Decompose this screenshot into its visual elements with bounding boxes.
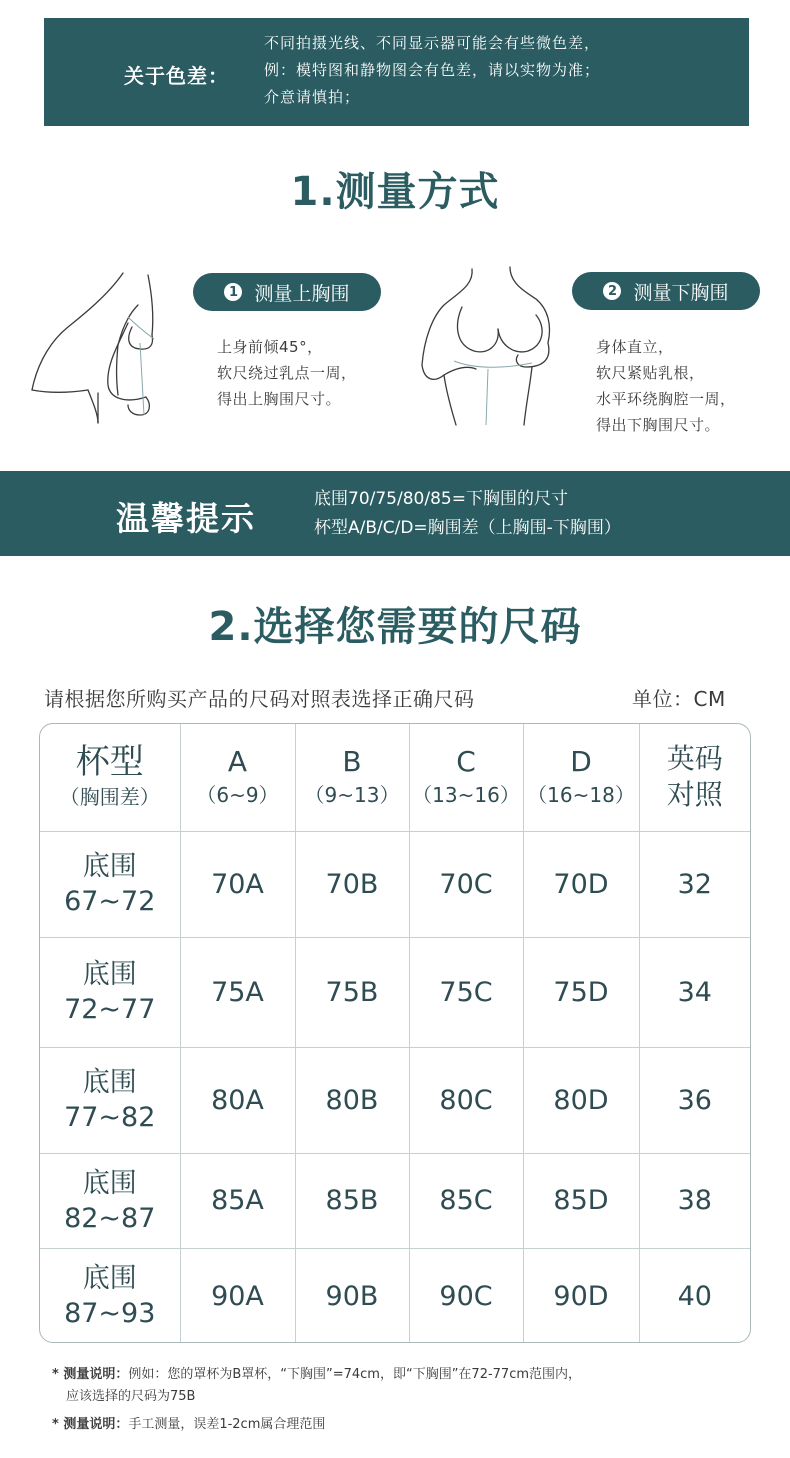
notice-line: 例：模特图和静物图会有色差，请以实物为准； bbox=[264, 61, 601, 79]
table-row bbox=[40, 1047, 750, 1153]
instruction-line: 软尺绕过乳点一周， bbox=[217, 364, 357, 382]
step1-instructions bbox=[217, 334, 357, 412]
step2-label: 测量下胸围 bbox=[633, 281, 729, 304]
step1-label: 测量上胸围 bbox=[254, 282, 350, 305]
table-row bbox=[40, 937, 750, 1047]
section-title-size: 2.选择您需要的尺码 bbox=[208, 604, 582, 650]
step2-instructions bbox=[596, 334, 736, 438]
tip-line: 杯型A/B/C/D=胸围差（上胸围-下胸围） bbox=[314, 518, 621, 538]
table-cell-uk: 36 bbox=[639, 1047, 750, 1153]
header-cup: 杯型 （胸围差） bbox=[40, 724, 180, 831]
color-notice-banner bbox=[44, 18, 749, 126]
table-cell: 70A bbox=[180, 831, 295, 937]
instruction-line: 得出上胸围尺寸。 bbox=[217, 390, 342, 408]
table-header-row bbox=[40, 724, 750, 831]
notice-line: 介意请慎拍； bbox=[264, 88, 361, 106]
tips-text bbox=[314, 485, 621, 543]
size-chart-table bbox=[39, 723, 751, 1343]
table-cell: 90C bbox=[409, 1248, 523, 1343]
tip-line: 底围70/75/80/85=下胸围的尺寸 bbox=[314, 489, 568, 509]
table-cell: 70B bbox=[295, 831, 409, 937]
instruction-line: 得出下胸围尺寸。 bbox=[596, 416, 721, 434]
table-cell: 90A bbox=[180, 1248, 295, 1343]
step1-number: 1 bbox=[224, 283, 242, 301]
table-cell: 90B bbox=[295, 1248, 409, 1343]
table-cell: 85A bbox=[180, 1153, 295, 1248]
header-col-c: C （13~16） bbox=[409, 724, 523, 831]
tips-banner bbox=[0, 471, 790, 556]
table-cell: 75B bbox=[295, 937, 409, 1047]
table-cell: 90D bbox=[523, 1248, 639, 1343]
table-cell: 70C bbox=[409, 831, 523, 937]
table-cell: 80B bbox=[295, 1047, 409, 1153]
table-cell: 80C bbox=[409, 1047, 523, 1153]
row-label: 底围 82~87 bbox=[40, 1153, 180, 1248]
note-continuation: 应该选择的尺码为75B bbox=[66, 1389, 196, 1404]
header-col-d: D （16~18） bbox=[523, 724, 639, 831]
table-cell: 75D bbox=[523, 937, 639, 1047]
header-col-a: A （6~9） bbox=[180, 724, 295, 831]
table-row bbox=[40, 1248, 750, 1343]
step2-pill bbox=[572, 272, 760, 310]
note-line: * 测量说明：手工测量，误差1-2cm属合理范围 bbox=[52, 1417, 326, 1432]
table-cell: 70D bbox=[523, 831, 639, 937]
step1-pill bbox=[193, 273, 381, 311]
tips-title: 温馨提示 bbox=[116, 499, 256, 538]
table-cell-uk: 34 bbox=[639, 937, 750, 1047]
notice-text bbox=[264, 30, 600, 111]
row-label: 底围 72~77 bbox=[40, 937, 180, 1047]
header-col-b: B （9~13） bbox=[295, 724, 409, 831]
row-label: 底围 67~72 bbox=[40, 831, 180, 937]
size-chart-intro: 请根据您所购买产品的尺码对照表选择正确尺码 bbox=[44, 687, 475, 711]
table-cell: 85D bbox=[523, 1153, 639, 1248]
table-cell: 75C bbox=[409, 937, 523, 1047]
notice-line: 不同拍摄光线、不同显示器可能会有些微色差， bbox=[264, 34, 601, 52]
step2-number: 2 bbox=[603, 282, 621, 300]
table-row bbox=[40, 831, 750, 937]
table-cell: 85B bbox=[295, 1153, 409, 1248]
note-line: * 测量说明：例如：您的罩杯为B罩杯，“下胸围”=74cm，即“下胸围”在72-77cm范围内， bbox=[52, 1367, 582, 1382]
instruction-line: 软尺紧贴乳根， bbox=[596, 364, 705, 382]
header-uk: 英码 对照 bbox=[639, 724, 750, 831]
table-row bbox=[40, 1153, 750, 1248]
table-cell: 75A bbox=[180, 937, 295, 1047]
table-cell: 85C bbox=[409, 1153, 523, 1248]
measurement-notes bbox=[52, 1364, 581, 1436]
unit-label: 单位：CM bbox=[632, 687, 726, 711]
table-cell-uk: 38 bbox=[639, 1153, 750, 1248]
row-label: 底围 87~93 bbox=[40, 1248, 180, 1343]
table-cell: 80A bbox=[180, 1047, 295, 1153]
table-cell-uk: 32 bbox=[639, 831, 750, 937]
row-label: 底围 77~82 bbox=[40, 1047, 180, 1153]
under-bust-measure-illustration bbox=[414, 265, 564, 427]
table-cell-uk: 40 bbox=[639, 1248, 750, 1343]
instruction-line: 水平环绕胸腔一周， bbox=[596, 390, 736, 408]
table-cell: 80D bbox=[523, 1047, 639, 1153]
instruction-line: 身体直立， bbox=[596, 338, 674, 356]
upper-bust-measure-illustration bbox=[28, 265, 178, 425]
instruction-line: 上身前倾45°， bbox=[217, 338, 323, 356]
section-title-measurement: 1.测量方式 bbox=[290, 169, 500, 215]
notice-label: 关于色差： bbox=[124, 64, 229, 88]
